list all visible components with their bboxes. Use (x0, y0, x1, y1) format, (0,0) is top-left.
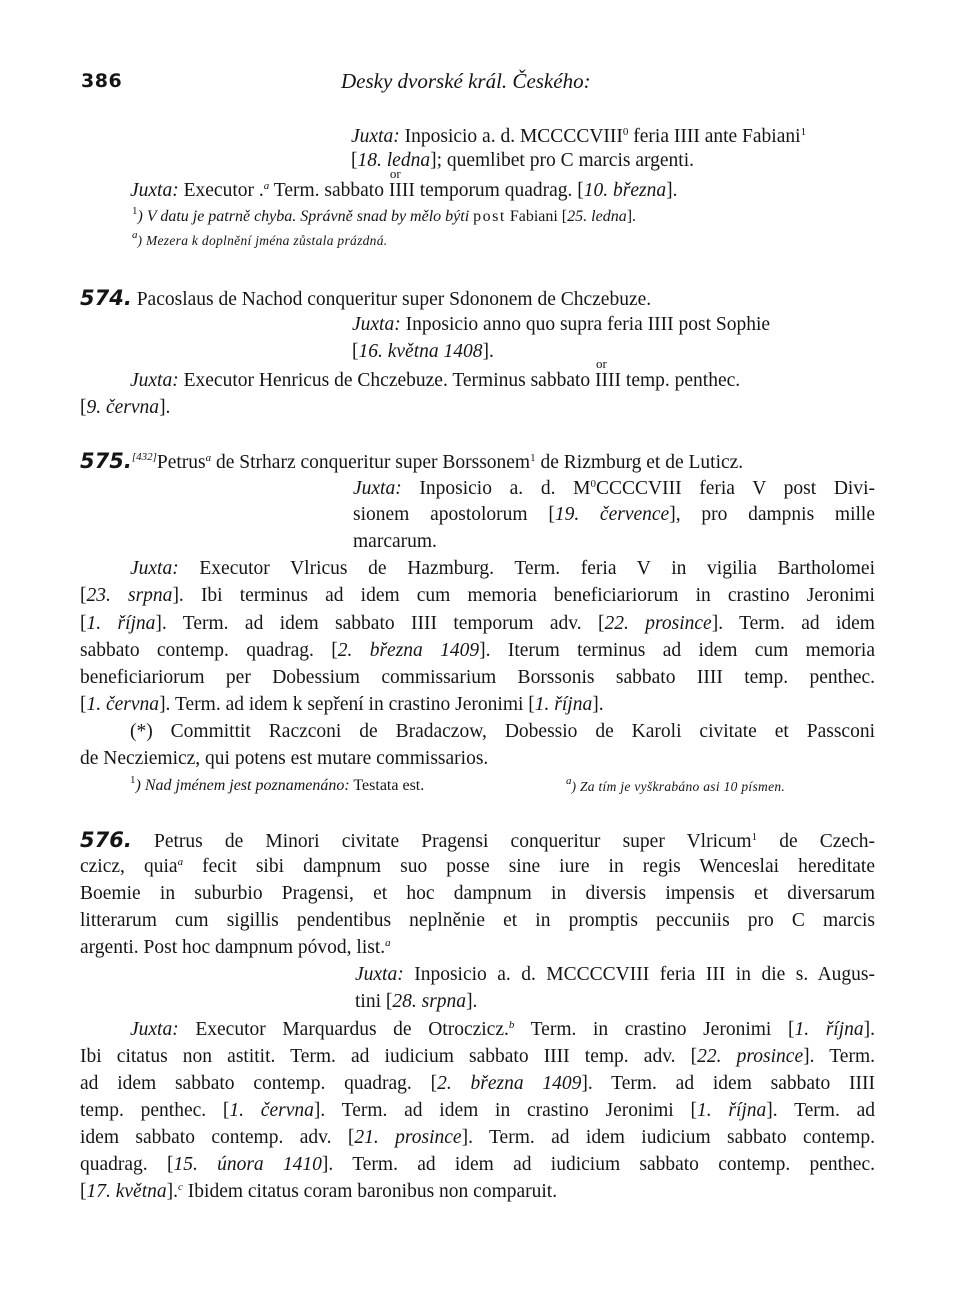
text-span: ]. (626, 208, 637, 225)
entry-number: 574. (80, 286, 132, 310)
text-span: 15. února 1410 (173, 1154, 322, 1175)
text-span: quadrag. [ (80, 1154, 174, 1175)
text-span: [ (80, 694, 87, 715)
text-span: ]. Term. ad (766, 1100, 875, 1121)
text-span: Pacoslaus de Nachod conqueritur super Sdononem de Chczebuze. (131, 289, 652, 310)
text-span: Boemie in suburbio Pragensi, et hoc dampnum in diversis impensis et diversarum (80, 883, 875, 904)
text-span: beneficiariorum per Dobessium commissarium Borssonis sabbato (80, 667, 697, 688)
text-line (80, 1153, 875, 1177)
text-span: ad idem sabbato contemp. quadrag. [ (80, 1073, 438, 1094)
text-span: ]. Term. ad idem sabbato (155, 613, 411, 634)
text-line (80, 1072, 875, 1096)
text-span: CCCCVIII feria V post Divi- (595, 478, 875, 499)
text-line (80, 584, 875, 608)
text-span: ]. (466, 991, 478, 1012)
text-line (80, 1126, 875, 1150)
text-span: 9. června (86, 397, 160, 418)
superscript-marker: a (385, 937, 391, 949)
superscript-marker: a (566, 775, 572, 787)
superscript-marker: b (508, 1019, 515, 1031)
text-line (80, 396, 170, 420)
text-line (130, 557, 875, 581)
footnote (566, 777, 785, 797)
text-span: 28. srpna (392, 991, 467, 1012)
text-span: post (473, 208, 506, 225)
text-span: ]. Term. ad idem (711, 613, 875, 634)
text-span: Juxta: (130, 370, 179, 391)
page-reference: [432] (131, 451, 157, 463)
text-span: Inposicio a. d. MCCCCVIII feria III in die s. Augus- (403, 964, 875, 985)
superscript-marker: 1 (751, 831, 758, 843)
text-line (130, 179, 678, 203)
text-line (80, 1180, 557, 1204)
text-span: Ibi citatus non astitit. Term. ad iudicium sabbato (80, 1046, 544, 1067)
ordinal-numeral: or IIII (389, 179, 415, 203)
running-title: Desky dvorské král. Českého: (341, 69, 591, 93)
entry-number: 576. (80, 828, 132, 852)
text-span: Inposicio a. d. MCCCCVIII (399, 126, 623, 147)
text-span: [ (352, 341, 359, 362)
text-span: ]. Term. ad idem sabbato (581, 1073, 849, 1094)
text-span: Executor Vlricus de Hazmburg. Term. feria V in vigilia Bartholomei (178, 558, 875, 579)
text-span: Inposicio a. d. M (401, 478, 591, 499)
text-span: ], pro dampnis mille (669, 504, 875, 525)
text-span: 21. prosince (354, 1127, 462, 1148)
text-span: de Necziemicz, qui potens est mutare commissarios. (80, 748, 489, 769)
text-line (80, 639, 875, 663)
text-span: Fabiani [ (505, 208, 568, 225)
text-line (353, 503, 875, 527)
text-line (80, 936, 391, 960)
text-span: temp. adv. [ (569, 1046, 698, 1067)
text-span: feria IIII ante Fabiani (628, 126, 801, 147)
superscript-marker: 1 (130, 774, 136, 786)
superscript-marker: 1 (530, 452, 536, 464)
text-line (80, 855, 875, 879)
text-line (130, 720, 875, 744)
superscript-marker: 1 (800, 126, 807, 138)
page-number: 386 (81, 70, 123, 92)
superscript-marker: a (263, 180, 270, 192)
text-line (80, 449, 743, 475)
footnote (132, 231, 387, 251)
text-span: Juxta: (130, 558, 179, 579)
text-span: ]. Term. (803, 1046, 875, 1067)
text-span: Juxta: (130, 180, 179, 201)
superscript-marker: a (205, 452, 212, 464)
text-span: de Strharz conqueritur super Borssonem (211, 452, 531, 473)
text-line (351, 125, 806, 149)
text-span: [ (80, 1181, 87, 1202)
text-span: 2. března 1409 (437, 1073, 582, 1094)
ordinal-numeral: or IIII (411, 612, 437, 636)
text-span: ]. (592, 694, 604, 715)
text-span: ]. (159, 397, 171, 418)
text-span: ]. (482, 341, 494, 362)
ordinal-numeral: or IIII (595, 369, 621, 393)
text-span: Juxta: (351, 126, 400, 147)
text-span: 1. června (229, 1100, 314, 1121)
text-span: temporum adv. [ (436, 613, 605, 634)
ordinal-numeral: or IIII (544, 1045, 570, 1069)
text-span: 19. července (554, 504, 670, 525)
text-span: ) V datu je patrně chyba. Správně snad by mělo býti (137, 208, 474, 225)
text-span: [ (351, 150, 358, 171)
text-span: Juxta: (352, 314, 401, 335)
text-line (80, 286, 651, 312)
text-span: Executor Henricus de Chczebuze. Terminus sabbato (178, 370, 596, 391)
text-span: Juxta: (130, 1019, 179, 1040)
text-span: argenti. Post hoc dampnum póvod, list. (80, 937, 386, 958)
text-span: Term. sabbato (269, 180, 389, 201)
text-span: ]. Term. ad idem iudicium sabbato contemp. (461, 1127, 875, 1148)
text-span: (*) Committit Raczconi de Bradaczow, Dobessio de Karoli civitate et Passconi (130, 721, 875, 742)
text-span: ]. Term. ad idem in crastino Jeronimi [ (313, 1100, 697, 1121)
text-span: temporum quadrag. [ (414, 180, 584, 201)
text-span: 23. srpna (86, 585, 173, 606)
superscript-marker: a (177, 856, 184, 868)
text-line (352, 340, 494, 364)
text-span: Executor . (178, 180, 264, 201)
text-span: 1. října (696, 1100, 767, 1121)
text-span: temp. penthec. [ (80, 1100, 230, 1121)
text-line (130, 1018, 875, 1042)
text-span: Petrus de Minori civitate Pragensi conqueritur super Vlricum (131, 831, 752, 852)
entry-number: 575. (80, 449, 132, 473)
text-span: 18. ledna (357, 150, 431, 171)
text-line (80, 747, 488, 771)
text-span: Term. in crastino Jeronimi [ (514, 1019, 795, 1040)
text-span: 2. března 1409 (337, 640, 480, 661)
text-span: 16. května 1408 (358, 341, 483, 362)
text-span: ]. (666, 180, 678, 201)
text-line (130, 369, 740, 393)
text-span: 10. března (583, 180, 667, 201)
text-span: fecit sibi dampnum suo posse sine iure in regis Wenceslai hereditate (183, 856, 875, 877)
text-span: ]. Term. ad idem ad iudicium sabbato contemp. penthec. (321, 1154, 875, 1175)
text-span: [ (80, 585, 87, 606)
text-line (80, 1045, 875, 1069)
text-span: ) Mezera k doplnění jména zůstala prázdná. (137, 233, 388, 248)
text-span: 22. prosince (604, 613, 712, 634)
text-line (353, 530, 437, 554)
text-span: 25. ledna (567, 208, 627, 225)
text-span: sabbato contemp. quadrag. [ (80, 640, 338, 661)
text-span: temp. penthec. (722, 667, 875, 688)
text-span: ]. (863, 1019, 875, 1040)
text-span: sionem apostolorum [ (353, 504, 555, 525)
text-span: ]. (166, 1181, 179, 1202)
text-line (80, 1099, 875, 1123)
text-span: ]; quemlibet pro C marcis argenti. (430, 150, 694, 171)
text-span: marcarum. (353, 531, 437, 552)
text-line (352, 313, 770, 337)
text-span: 22. prosince (697, 1046, 804, 1067)
text-line (80, 909, 875, 933)
text-span: Petrus (156, 452, 206, 473)
text-span: Juxta: (355, 964, 404, 985)
text-span: temp. penthec. (621, 370, 741, 391)
text-span: ) Nad jménem jest poznamenáno: (135, 777, 350, 794)
text-span: ) Za tím je vyškrabáno asi 10 písmen. (571, 779, 786, 794)
text-span: tini [ (355, 991, 393, 1012)
text-span: 1. června (86, 694, 160, 715)
superscript-marker: 0 (590, 478, 596, 490)
text-span: 1. října (794, 1019, 864, 1040)
text-line (353, 477, 875, 501)
text-span: 1. října (86, 613, 156, 634)
text-span: Testata est. (349, 777, 425, 794)
text-line (355, 990, 477, 1014)
text-line (351, 149, 694, 173)
text-span: Executor Marquardus de Otroczicz. (178, 1019, 509, 1040)
text-span: 1. října (534, 694, 593, 715)
text-span: Juxta: (353, 478, 402, 499)
superscript-marker: 1 (132, 205, 138, 217)
text-span: ]. Term. ad idem k sepření in crastino Jeronimi [ (159, 694, 535, 715)
text-span: Inposicio anno quo supra feria IIII post Sophie (400, 314, 771, 335)
text-line (80, 612, 875, 636)
text-span: ]. Ibi terminus ad idem cum memoria beneficiariorum in crastino Jeronimi (172, 585, 875, 606)
text-span: czicz, quia (80, 856, 178, 877)
footnote (132, 207, 636, 227)
text-line (80, 882, 875, 906)
text-span: [ (80, 397, 87, 418)
text-span: Ibidem citatus coram baronibus non comparuit. (182, 1181, 558, 1202)
text-span: litterarum cum sigillis pendentibus neplněnie et in promptis peccuniis pro C marcis (80, 910, 875, 931)
superscript-marker: 0 (622, 126, 629, 138)
text-span: [ (80, 613, 87, 634)
ordinal-numeral: or IIII (849, 1072, 875, 1096)
ordinal-numeral: or IIII (697, 666, 723, 690)
footnote (130, 776, 424, 796)
text-line (80, 693, 604, 717)
superscript-marker: c (178, 1181, 183, 1193)
text-span: ]. Iterum terminus ad idem cum memoria (479, 640, 875, 661)
text-line (355, 963, 875, 987)
text-line (80, 828, 875, 852)
text-span: de Rizmburg et de Luticz. (535, 452, 744, 473)
text-span: de Czech- (757, 831, 875, 852)
superscript-marker: a (132, 229, 138, 241)
text-line (80, 666, 875, 690)
text-span: 17. května (86, 1181, 167, 1202)
text-span: idem sabbato contemp. adv. [ (80, 1127, 355, 1148)
